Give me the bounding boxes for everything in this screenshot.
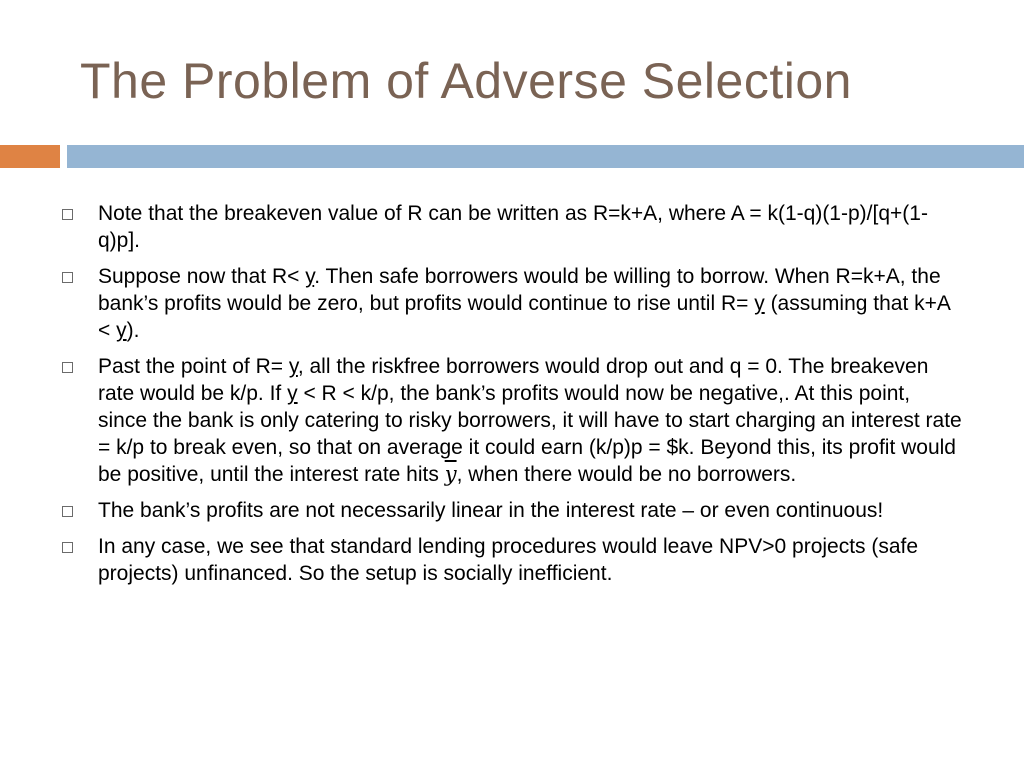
bullet-text: Note that the breakeven value of R can be written as R=k+A, where A = k(1-q)(1-p)/[q+(1-q)p]. — [98, 202, 928, 252]
bullet-text: Suppose now that R< y. Then safe borrowers would be willing to borrow. When R=k+A, the bank’s profits would be zero, but profits would continue to rise until R= y (assuming that k+A < y). — [98, 265, 950, 342]
bullet-item — [62, 533, 962, 587]
square-bullet-icon — [62, 506, 73, 517]
square-bullet-icon — [62, 542, 73, 553]
accent-bar-blue — [67, 145, 1024, 168]
y-bar-math-symbol: $\overline{y}$ — [444, 462, 457, 486]
bullet-list — [62, 200, 962, 596]
bullet-item — [62, 263, 962, 344]
y-bar-symbol: y — [288, 355, 298, 378]
bullet-text: In any case, we see that standard lending procedures would leave NPV>0 projects (safe projects) unfinanced. So the setup is socially inefficient. — [98, 535, 919, 585]
y-bar-symbol: y — [116, 319, 127, 342]
square-bullet-icon — [62, 272, 73, 283]
square-bullet-icon — [62, 362, 73, 373]
slide-title: The Problem of Adverse Selection — [80, 53, 852, 109]
y-bar-symbol: y — [305, 265, 315, 288]
bullet-text: Past the point of R= y, all the riskfree borrowers would drop out and q = 0. The breakeven rate would be k/p. If y < R < k/p, the bank’s profits would now be negative,. At this point, since the bank is only catering to risky borrowers, it will have to start charging an interest rate = k/p to break even, so that on average it could earn (k/p)p = $k. Beyond this, its profit would be positive, until the interest rate hits $\overline{y}$, when there would be no borrowers. — [98, 355, 962, 486]
square-bullet-icon — [62, 209, 73, 220]
y-bar-symbol: y — [754, 292, 765, 315]
y-bar-symbol: y — [287, 382, 298, 405]
accent-bar-orange — [0, 145, 60, 168]
bullet-item — [62, 353, 962, 488]
bullet-item — [62, 200, 962, 254]
bullet-item — [62, 497, 962, 524]
bullet-text: The bank’s profits are not necessarily linear in the interest rate – or even continuous! — [98, 499, 884, 522]
